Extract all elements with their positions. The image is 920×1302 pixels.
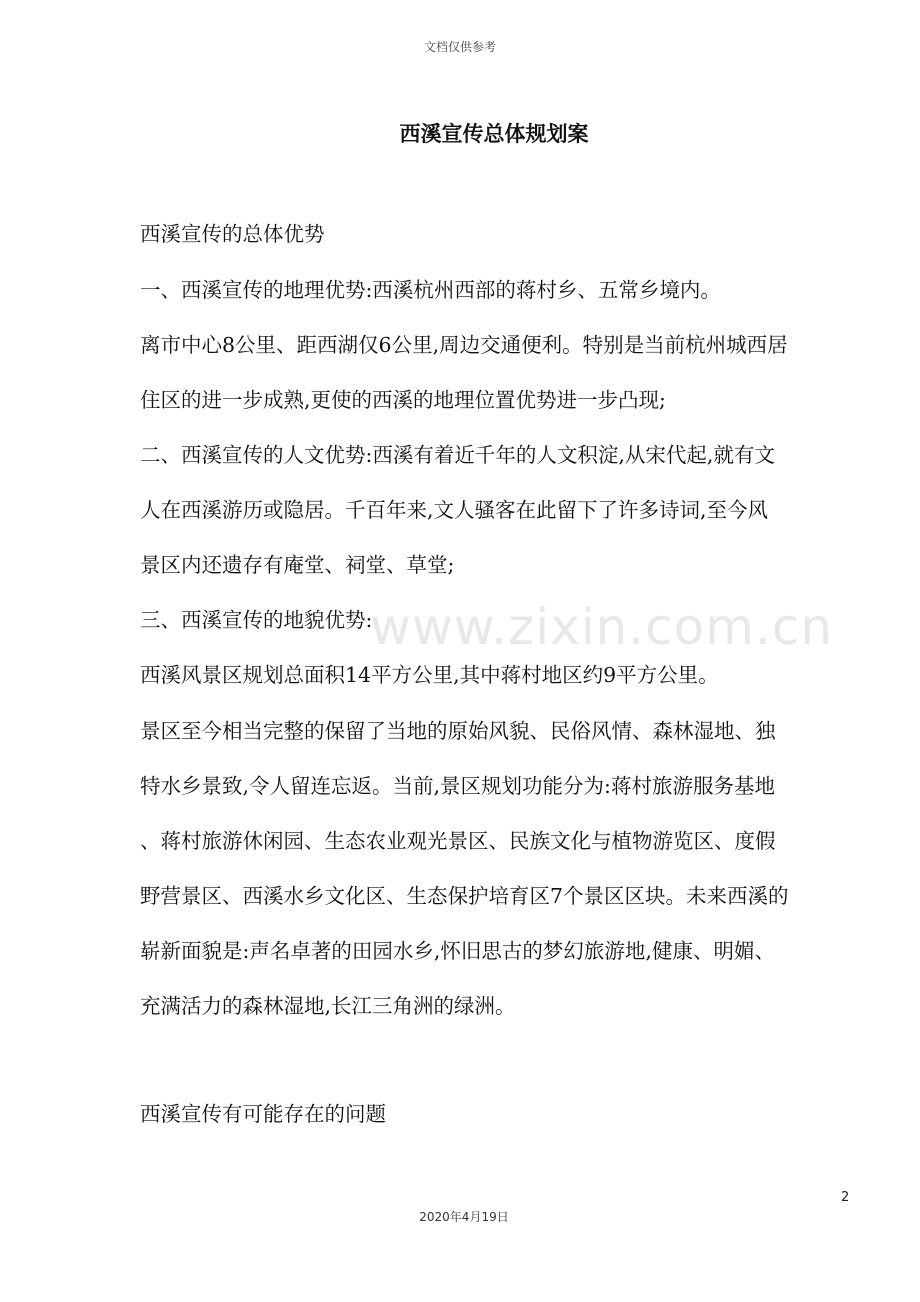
section-heading-advantages: 西溪宣传的总体优势 — [140, 222, 325, 246]
paragraph-line: 离市中心8公里、距西湖仅6公里,周边交通便利。特别是当前杭州城西居 — [140, 333, 788, 357]
section-heading-problems: 西溪宣传有可能存在的问题 — [140, 1102, 386, 1126]
paragraph-line: 景区至今相当完整的保留了当地的原始风貌、民俗风情、森林湿地、独 — [140, 719, 776, 743]
paragraph-line: 二、西溪宣传的人文优势:西溪有着近千年的人文积淀,从宋代起,就有文 — [140, 443, 775, 467]
paragraph-line: 人在西溪游历或隐居。千百年来,文人骚客在此留下了许多诗词,至今风 — [140, 498, 769, 522]
document-title: 西溪宣传总体规划案 — [399, 122, 589, 146]
paragraph-line: 西溪风景区规划总面积14平方公里,其中蒋村地区约9平方公里。 — [140, 663, 719, 687]
paragraph-line: 住区的进一步成熟,更使的西溪的地理位置优势进一步凸现; — [140, 388, 666, 412]
watermark: www.zixin.com.cn — [370, 598, 834, 656]
paragraph-line: 、蒋村旅游休闲园、生态农业观光景区、民族文化与植物游览区、度假 — [140, 829, 776, 853]
paragraph-line: 景区内还遗存有庵堂、祠堂、草堂; — [140, 553, 455, 577]
header-note: 文档仅供参考 — [423, 40, 496, 54]
paragraph-line: 一、西溪宣传的地理优势:西溪杭州西部的蒋村乡、五常乡境内。 — [140, 278, 721, 302]
paragraph-line: 充满活力的森林湿地,长江三角洲的绿洲。 — [140, 994, 516, 1018]
page-number: 2 — [841, 1190, 850, 1205]
paragraph-line: 特水乡景致,令人留连忘返。当前,景区规划功能分为:蒋村旅游服务基地 — [140, 774, 775, 798]
footer-date: 2020年4月19日 — [419, 1210, 509, 1224]
paragraph-line: 崭新面貌是:声名卓著的田园水乡,怀旧思古的梦幻旅游地,健康、明媚、 — [140, 939, 775, 963]
paragraph-line: 三、西溪宣传的地貌优势: — [140, 608, 373, 632]
paragraph-line: 野营景区、西溪水乡文化区、生态保护培育区7个景区区块。未来西溪的 — [140, 884, 789, 908]
